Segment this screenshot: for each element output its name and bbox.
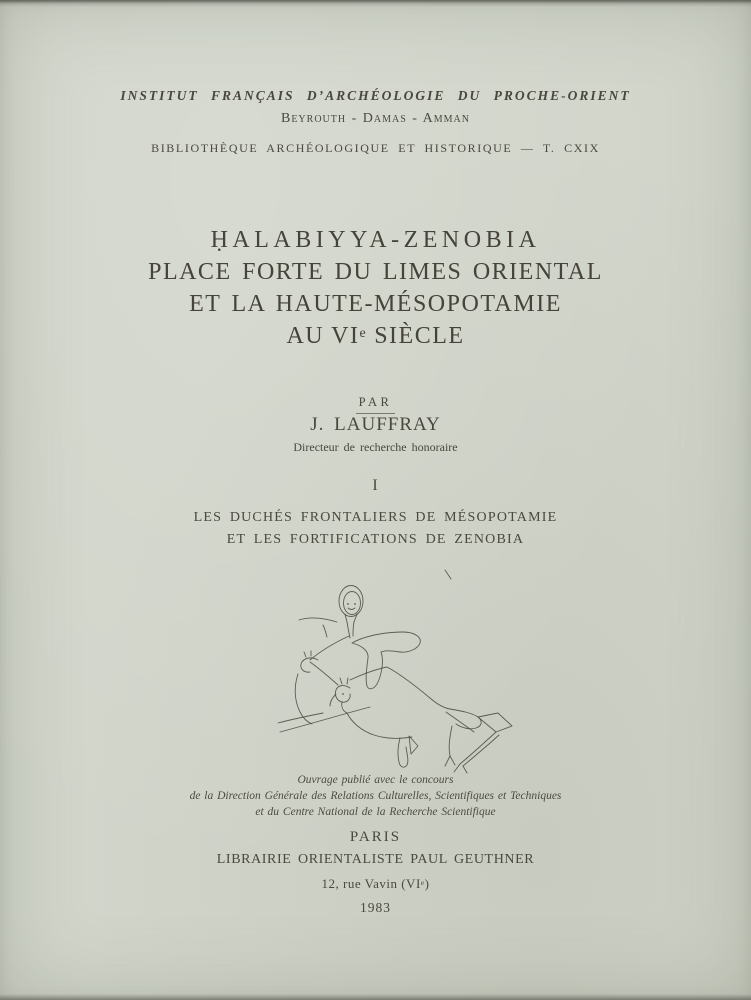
title-line-1: ḤALABIYYA-ZENOBIA	[210, 227, 541, 253]
title-line-4-superscript: e	[359, 325, 368, 341]
publication-year: 1983	[360, 900, 391, 915]
volume-subtitle-2: ET LES FORTIFICATIONS DE ZENOBIA	[226, 532, 525, 547]
concours-line-1: Ouvrage publié avec le concours	[297, 774, 454, 786]
title-line-2: PLACE FORTE DU LIMES ORIENTAL	[148, 259, 603, 285]
author-name: J. LAUFFRAY	[310, 414, 441, 435]
title-line-3: ET LA HAUTE-MÉSOPOTAMIE	[189, 291, 562, 317]
series-line: BIBLIOTHÈQUE ARCHÉOLOGIQUE ET HISTORIQUE — T. CXIX	[151, 141, 600, 155]
cities-line: Beyrouth - Damas - Amman	[280, 111, 470, 126]
concours-line-3: et du Centre National de la Recherche Scientifique	[255, 806, 496, 818]
rider-graffito-svg	[268, 566, 520, 790]
par-label: PAR	[0, 395, 751, 414]
publisher-name: LIBRAIRIE ORIENTALISTE PAUL GEUTHNER	[216, 852, 535, 867]
author-role: Directeur de recherche honoraire	[293, 440, 458, 454]
title-line-4	[0, 323, 751, 350]
concours-line-2: de la Direction Générale des Relations Culturelles, Scientifiques et Techniques	[189, 790, 562, 802]
title-line-4-pre: AU VI	[286, 323, 360, 349]
volume-number: I	[372, 477, 379, 494]
address-superscript: e	[420, 877, 425, 887]
city-paris: PARIS	[349, 829, 402, 845]
volume-subtitle-1: LES DUCHÉS FRONTALIERS DE MÉSOPOTAMIE	[193, 510, 558, 525]
address-pre: 12, rue Vavin (VI	[321, 876, 421, 891]
address-post: )	[424, 876, 430, 891]
publisher-address	[0, 876, 751, 892]
title-line-4-post: SIÈCLE	[374, 323, 465, 349]
institute-line: INSTITUT FRANÇAIS D’ARCHÉOLOGIE DU PROCHE-ORIENT	[120, 88, 631, 103]
rider-graffito-illustration	[268, 566, 520, 790]
